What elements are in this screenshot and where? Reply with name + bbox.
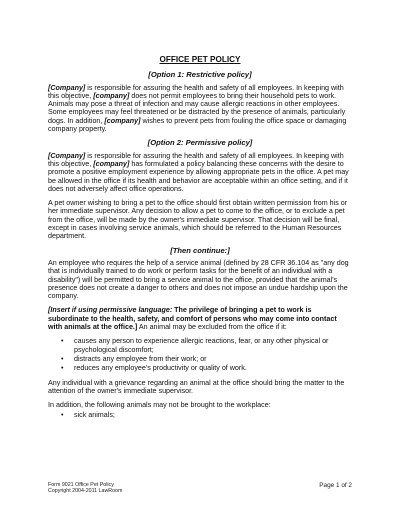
company-placeholder: [company] [104, 116, 141, 125]
company-placeholder: [company] [93, 159, 130, 168]
insert-tail-text: An animal may be excluded from the office if it: [137, 323, 287, 332]
list-item: • causes any person to experience allergic reactions, fear, or any other physical or psychological discomfort; [74, 337, 352, 354]
insert-bold-text: The privilege of bringing a pet to work is subordinate to the health, safety, and comfort of persons who may come into contact with animals at the office.] [48, 306, 337, 332]
document-title: OFFICE PET POLICY [159, 55, 241, 64]
copyright-line: Copyright 2004-2011 LawRoom [48, 488, 123, 495]
company-placeholder: [Company] [48, 151, 86, 160]
company-placeholder: [Company] [48, 83, 86, 92]
list-item: • distracts any employee from their work; or [74, 355, 352, 363]
insert-label: [Insert if using permissive language: [48, 306, 173, 315]
option1-heading: [Option 1: Restrictive policy] [148, 70, 252, 80]
paragraph-text: has formulated a policy balancing these concerns with the desire to promote a positive employment experience by allowing appropriate pets in the office. A pet may be allowed in the office if its health and behavior are acceptable within an office setting, and if it does not adversely affect office operations. [48, 159, 349, 193]
prohibited-list [48, 411, 352, 419]
document-body [48, 56, 352, 426]
prohibited-intro: In addition, the following animals may not be brought to the workplace: [48, 401, 271, 410]
exclusion-list [48, 337, 352, 372]
option1-paragraph [48, 84, 352, 134]
form-line: Form 9021 Office Pet Policy [48, 482, 114, 488]
paragraph-text: wishes to prevent pets from fouling the office space or damaging company property. [48, 116, 347, 134]
paragraph-text: is responsible for assuring the health and safety of all employees. In keeping with this objective, [48, 83, 344, 100]
option2-heading: [Option 2: Permissive policy] [147, 138, 253, 148]
option2-paragraph [48, 152, 352, 193]
footer-form-info [48, 482, 122, 495]
page-number: Page 1 of 2 [319, 482, 352, 489]
paragraph-text: is responsible for assuring the health and safety of all employees. In keeping with this objective, [48, 151, 344, 168]
list-item: • reduces any employee's productivity or quality of work. [74, 364, 352, 372]
list-item: • sick animals; [74, 411, 352, 419]
permission-paragraph: A pet owner wishing to bring a pet to the office should first obtain written permission from his or her immediate supervisor. Any decision to allow a pet to come to the office, or to exclude a pet from the office, will be made by the owner's immediate supervisor. That decision will be final, except in cases involving service animals, which should be referred to the Human Resources department. [48, 199, 348, 241]
company-placeholder: [company] [93, 91, 130, 100]
service-animal-paragraph: An employee who requires the help of a service animal (defined by 28 CFR 36.104 as "any dog that is individually trained to do work or perform tasks for the benefit of an individual with a disability") will be permitted to bring a service animal to the office, provided that the animal's presence does not create a danger to others and does not impose an undue hardship upon the company. [48, 258, 349, 301]
paragraph-text: does not permit employees to bring their household pets to work. Animals may pose a threat of infection and may cause allergic reactions in other employees. Some employees may feel threatened or be distracted by the presence of animals, particularly dogs. In addition, [48, 91, 346, 125]
insert-paragraph [48, 306, 352, 331]
continue-heading: [Then continue:] [170, 245, 230, 255]
grievance-paragraph: Any individual with a grievance regarding an animal at the office should bring the matter to the attention of the owner's immediate supervisor. [48, 378, 345, 395]
